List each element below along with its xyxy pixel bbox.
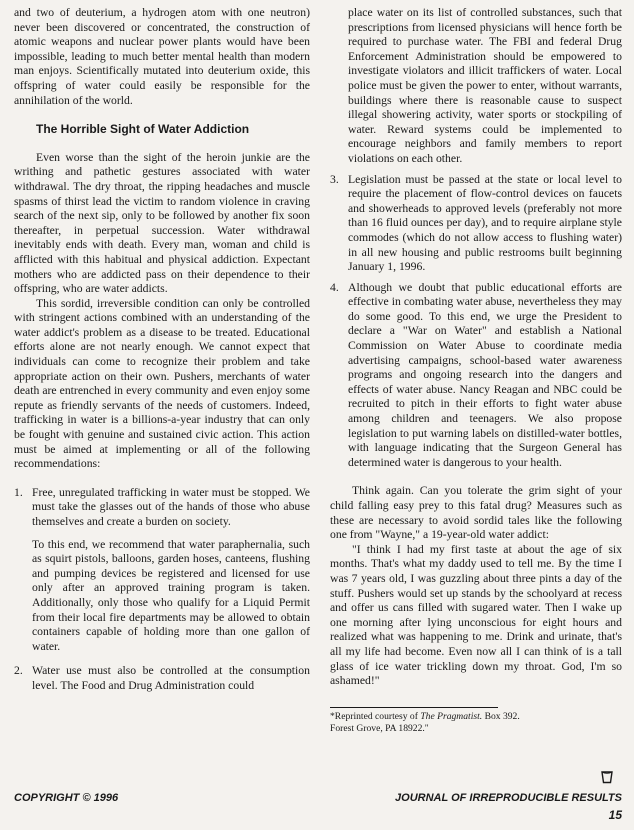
list-item [14, 664, 310, 693]
page-number: 15 [608, 808, 622, 822]
intro-paragraph: and two of deuterium, a hydrogen atom with one neutron) never been discovered or concentrated, the construction of atomic weapons and nuclear power plants would have been impossible, leading to much better mental health than modern man enjoys. Scientifically mutated into deuterium oxide, this offspring of water could easily be responsible for the annihilation of the world. [14, 6, 310, 107]
paragraph-condition: This sordid, irreversible condition can only be controlled with stringent actions combined with an understanding of the water addict's problem as a disease to be treated. Educational efforts alone are not nearly enough. We cannot expect that individuals can come to recognize their problem and take appropriate action on their own. Pushers, merchants of water death are entrenched in every community and even enjoy some repute as friendly servants of the needs of customers. Indeed, trafficking in water is a billions-a-year industry that can only be fought with genuine and sustained civic action. This action must be aimed at implementing or all of the following recommendations: [14, 296, 310, 471]
footnote-prefix: *Reprinted courtesy of [330, 710, 421, 722]
footnote [330, 707, 520, 735]
footnote-journal: The Pragmatist. [420, 710, 483, 722]
list-number: 4. [330, 280, 339, 294]
footnote-rest: Box 392. [482, 710, 520, 722]
quote-paragraph: "I think I had my first taste at about the age of six months. That's what my daddy used to tell me. By the time I was 7 years old, I was guzzling about three pints a day of the stuff. Pushers would set up stands by the schoolyard at recess and offer us cans filled with sugared water. Then I wake up one morning after lying unconscious for eight hours and realized what was happening to me. Drink and urinate, that's all my life had become. Even now all I can think of is a tall glass of ice water trickling down my throat. God, I'm so ashamed!" [330, 542, 622, 688]
journal-footer [395, 792, 622, 822]
left-column [14, 6, 310, 694]
recommendations-list [14, 486, 310, 694]
list-item [330, 281, 622, 471]
journal-name: JOURNAL OF IRREPRODUCIBLE RESULTS [395, 792, 622, 804]
paragraph-think-again: Think again. Can you tolerate the grim sight of your child falling easy prey to this fatal drug? Measures such as these are necessary to avoid sordid tales like the following one from "Wayne," a 19-year-old water addict: [330, 484, 622, 542]
right-column [330, 6, 622, 735]
section-heading: The Horrible Sight of Water Addiction [36, 122, 250, 137]
list-item-continuation: place water on its list of controlled substances, such that prescriptions from licensed physicians will hence forth be required to purchase water. The FBI and federal Drug Enforcement Administration should be empowered to investigate violators and illicit traffickers of water. Local police must be given the power to enter, without warrants, buildings where there is reasonable cause to suspect illegal showering activity, water sports or stockpiling of water. Reward systems could be implemented to encourage neighbors and family members to report violations on each other. [348, 6, 622, 165]
list-item [330, 173, 622, 275]
list-number: 1. [14, 485, 23, 499]
cup-icon [600, 770, 614, 784]
list-number: 3. [330, 172, 339, 186]
list-item-text: Although we doubt that public educational efforts are effective in combating water abuse, nevertheless they may do some good. To this end, we urge the President to declare a "War on Water" and establish a National Commission on Water Abuse to coordinate media advertising campaigns, school-based water awareness programs and ongoing research into the dangers and effects of water abuse. Nancy Reagan and NBC could be recruited to pitch in their efforts to fight water abuse among children and teenagers. We also propose legislation to put warning labels on distilled-water bottles, with language indicating that the Surgeon General has determined water is dangerous to your health. [348, 280, 622, 469]
list-item-subparagraph: To this end, we recommend that water paraphernalia, such as squirt pistols, balloons, garden hoses, canteens, flushing and pumping devices be registered and licensed for use only after an approved training program is taken. Additionally, only those who qualify for a Liquid Permit from their local fire departments may be allowed to obtain containers capable of holding more than one gallon of water. [32, 537, 310, 653]
list-item-text: Legislation must be passed at the state or local level to require the placement of flow-control devices on faucets and showerheads to approved levels (preferably not more than 16 fluid ounces per day), and to require airplane style commodes (which do not allow access to flushing water) in all new housing and public restrooms built beginning January 1, 1996. [348, 172, 622, 274]
footnote-line-1 [330, 710, 520, 723]
journal-page [14, 6, 622, 826]
recommendations-list-continued [330, 173, 622, 471]
paragraph-withdrawal: Even worse than the sight of the heroin junkie are the writhing and pathetic gestures associated with water withdrawal. The dry throat, the ripping headaches and muscle spasms of thirst lead the victim to random violence in craving search of the next sip, only to be followed by another fix soon thereafter, in perpetual succession. Water withdrawal inevitably ends with death. Every man, woman and child is afflicted with this habitual and physical addiction. Expectant mothers who are addicted pass on their dependence to their offspring, who are water addicts. [14, 150, 310, 296]
list-number: 2. [14, 664, 23, 678]
footnote-line-2: Forest Grove, PA 18922." [330, 722, 429, 734]
copyright-footer: COPYRIGHT © 1996 [14, 792, 119, 804]
list-item-text: Free, unregulated trafficking in water must be stopped. We must take the glasses out of the hands of those who abuse themselves and create a burden on society. [32, 485, 310, 528]
list-item [14, 486, 310, 655]
list-item-text: Water use must also be controlled at the consumption level. The Food and Drug Administration could [32, 664, 310, 692]
